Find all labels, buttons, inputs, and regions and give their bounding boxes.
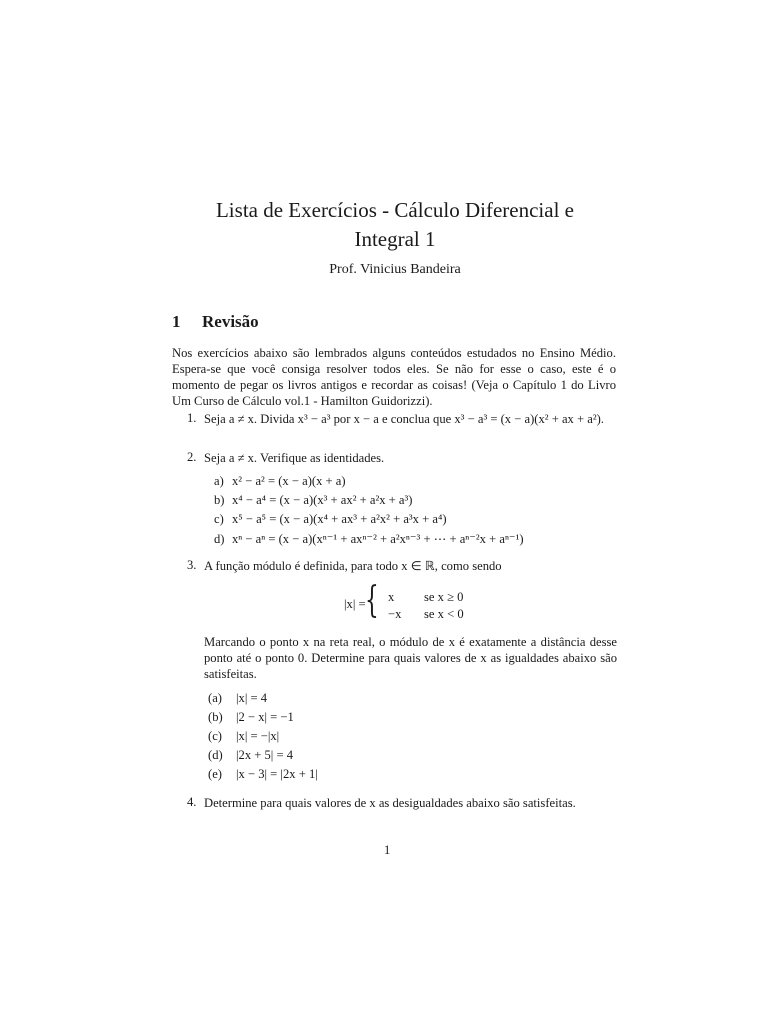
title-line-1: Lista de Exercícios - Cálculo Diferencial e bbox=[215, 198, 574, 222]
title-line-2: Integral 1 bbox=[354, 227, 436, 251]
identity-item bbox=[214, 493, 413, 508]
item-text: A função módulo é definida, para todo x ∈ ℝ, como sendo bbox=[204, 559, 502, 573]
item-number: 1. bbox=[187, 411, 197, 425]
equality-item bbox=[208, 748, 293, 763]
equality-label: (e) bbox=[208, 767, 222, 781]
equality-expr: |x| = −|x| bbox=[236, 729, 280, 743]
section-title: Revisão bbox=[202, 312, 259, 331]
item-text: Seja a ≠ x. Divida x³ − a³ por x − a e conclua que x³ − a³ = (x − a)(x² + ax + a²). bbox=[204, 412, 604, 426]
equality-expr: |2 − x| = −1 bbox=[236, 710, 294, 724]
cases-brace: { bbox=[365, 580, 379, 621]
equality-expr: |x − 3| = |2x + 1| bbox=[236, 767, 318, 781]
identity-label: c) bbox=[214, 512, 224, 526]
identity-expr: xⁿ − aⁿ = (x − a)(xⁿ⁻¹ + axⁿ⁻² + a²xⁿ⁻³ + ⋯ + aⁿ⁻²x + aⁿ⁻¹) bbox=[232, 532, 524, 546]
identity-expr: x⁵ − a⁵ = (x − a)(x⁴ + ax³ + a²x² + a³x + a⁴) bbox=[232, 512, 447, 526]
page-number: 1 bbox=[384, 843, 391, 857]
case-expr: x bbox=[388, 590, 395, 604]
identity-label: b) bbox=[214, 493, 225, 507]
section-heading bbox=[172, 312, 259, 332]
identity-item bbox=[214, 531, 524, 547]
identity-item bbox=[214, 474, 346, 489]
equality-expr: |x| = 4 bbox=[236, 691, 268, 705]
identity-expr: x² − a² = (x − a)(x + a) bbox=[232, 474, 346, 488]
identity-label: d) bbox=[214, 532, 225, 546]
equality-label: (d) bbox=[208, 748, 223, 762]
identity-item bbox=[214, 512, 447, 527]
document-title bbox=[150, 196, 640, 254]
author: Prof. Vinicius Bandeira bbox=[329, 262, 461, 277]
intro-paragraph: Nos exercícios abaixo são lembrados alguns conteúdos estudados no Ensino Médio. Espera-se que você consiga resolver todos eles. Se não for esse o caso, este é o momento de pegar os livros antigos e recordar as coisas! (Veja o Capítulo 1 do Livro Um Curso de Cálculo vol.1 - Hamilton Guidorizzi). bbox=[172, 346, 616, 408]
item-text: Seja a ≠ x. Verifique as identidades. bbox=[204, 451, 385, 465]
case-condition: se x ≥ 0 bbox=[424, 590, 464, 604]
equality-expr: |2x + 5| = 4 bbox=[236, 748, 294, 762]
case-expr: −x bbox=[388, 607, 402, 621]
abs-lhs: |x| = bbox=[344, 597, 366, 611]
item-text: Determine para quais valores de x as desigualdades abaixo são satisfeitas. bbox=[204, 796, 576, 810]
case-condition: se x < 0 bbox=[424, 607, 464, 621]
equality-item bbox=[208, 767, 318, 782]
item-number: 4. bbox=[187, 795, 197, 809]
item-number: 2. bbox=[187, 450, 197, 464]
identity-expr: x⁴ − a⁴ = (x − a)(x³ + ax² + a²x + a³) bbox=[232, 493, 413, 507]
equality-label: (c) bbox=[208, 729, 222, 743]
equality-item bbox=[208, 729, 279, 744]
abs-paragraph: Marcando o ponto x na reta real, o módulo de x é exatamente a distância desse ponto até o ponto 0. Determine para quais valores de x as igualdades abaixo são satisfeitas. bbox=[204, 635, 617, 681]
equality-label: (b) bbox=[208, 710, 223, 724]
section-number: 1 bbox=[172, 312, 181, 331]
item-number: 3. bbox=[187, 558, 197, 572]
equality-item bbox=[208, 710, 294, 725]
equality-item bbox=[208, 691, 267, 706]
identity-label: a) bbox=[214, 474, 224, 488]
equality-label: (a) bbox=[208, 691, 222, 705]
